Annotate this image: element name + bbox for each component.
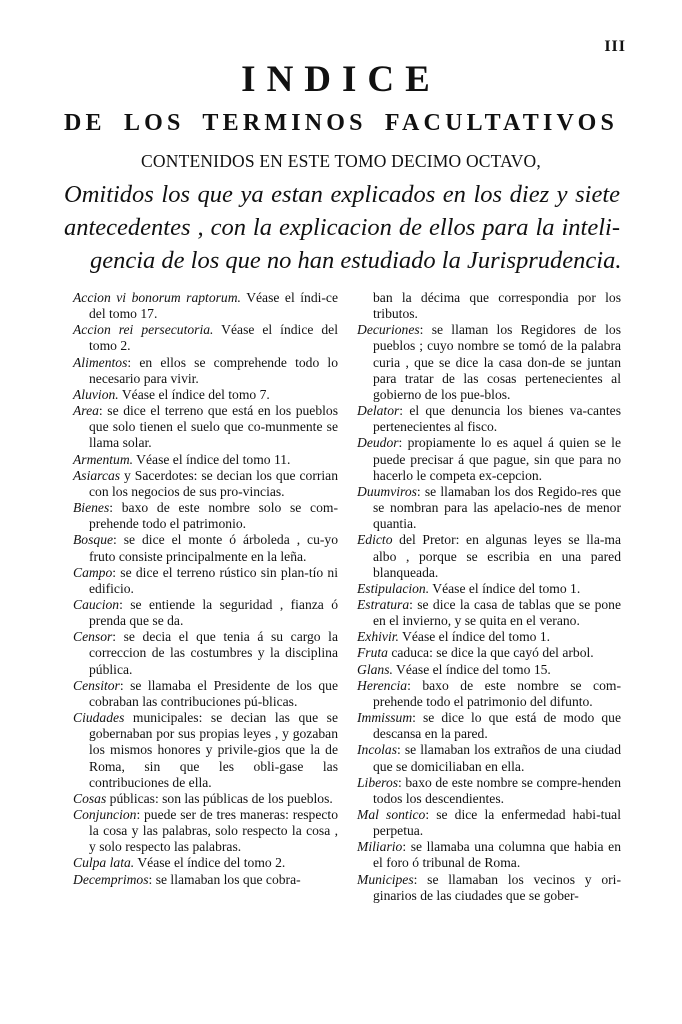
entry-text: : se entiende la seguridad , fianza ó prenda que se da.: [89, 596, 338, 629]
entry-text: : se decia el que tenia á su cargo la correccion de las costumbres y la disciplina pública.: [89, 629, 338, 677]
entry-text: : el que denuncia los bienes va-cantes pertenecientes al fisco.: [373, 403, 621, 435]
index-entry: [357, 322, 621, 403]
index-entry: [357, 629, 621, 645]
entry-text: ban la décima que correspondia por los tributos.: [373, 290, 621, 322]
index-entry: [357, 645, 621, 661]
intro-line: antecedentes , con la explicacion de ellos para la inteli-: [64, 214, 620, 241]
index-entry: [357, 775, 621, 807]
entry-term: Estipulacion.: [357, 580, 430, 596]
index-entry: [73, 791, 338, 807]
index-entry: [357, 807, 621, 839]
index-entry: [73, 355, 338, 387]
entry-term: Censor: [73, 629, 113, 645]
entry-text: del Pretor: en algunas leyes se lla-ma albo , porque se escribia en una pared blanqueada.: [373, 532, 621, 580]
entry-text: : puede ser de tres maneras: respecto la cosa y las palabras, solo respecto la cosa , y solo respecto las palabras.: [89, 807, 338, 855]
index-entry: [73, 387, 338, 403]
entry-term: Campo: [73, 564, 113, 580]
entry-term: Armentum.: [73, 451, 134, 467]
right-column: [357, 290, 621, 904]
entry-term: Ciudades: [73, 710, 125, 726]
entry-term: Caucion: [73, 596, 120, 612]
entry-text: : se llamaba una columna que habia en el foro ó tribunal de Roma.: [373, 839, 621, 871]
index-entry: [73, 565, 338, 597]
index-entry: [73, 403, 338, 451]
index-entry: [73, 500, 338, 532]
entry-text: municipales: se decian las que se gobernaban por sus propias leyes , y gozaban los mismos honores y privile-gios que la de Roma, sin que les obli-gase las contribuciones de ella.: [89, 710, 338, 790]
entry-text: Véase el índice del tomo 1.: [398, 629, 551, 645]
entry-text: : se dice la enfermedad habi-tual perpetua.: [373, 807, 621, 839]
entry-term: Edicto: [357, 532, 393, 548]
entry-term: Herencia: [357, 677, 408, 693]
index-entry: [357, 290, 621, 322]
entry-text: Véase el índice del tomo 11.: [133, 451, 291, 467]
index-entry: [73, 532, 338, 564]
index-entry: [357, 532, 621, 580]
entry-text: Véase el índice del tomo 2.: [89, 322, 338, 354]
index-entry: [73, 855, 338, 871]
entry-term: Incolas: [357, 742, 398, 758]
entry-term: Accion vi bonorum raptorum.: [73, 290, 241, 305]
entry-text: : se llaman los Regidores de los pueblos ; cuyo nombre se tomó de la palabra curia , que se dice la casa don-de se juntan para tratar de las cosas pertenecientes al gobierno de los pue-blos.: [373, 322, 621, 402]
entry-text: públicas: son las públicas de los pueblos.: [106, 790, 333, 806]
entry-term: Censitor: [73, 677, 120, 693]
entry-text: Véase el índi-ce del tomo 17.: [89, 290, 338, 322]
page-title: INDICE: [241, 59, 441, 100]
index-entry: [73, 629, 338, 677]
entry-term: Mal sontico: [357, 807, 426, 822]
entry-text: : se llamaban los que cobra-: [148, 871, 301, 887]
entry-term: Delator: [357, 403, 400, 419]
entry-text: : se llamaban los dos Regido-res que se nombran para las apelacio-nes de menor quantia.: [373, 483, 621, 532]
index-entry: [357, 484, 621, 532]
index-entry: [357, 662, 621, 678]
entry-text: Véase el índice del tomo 15.: [392, 661, 551, 677]
entry-term: Fruta: [357, 645, 388, 661]
index-entry: [73, 290, 338, 322]
index-entry: [357, 839, 621, 871]
index-entry: [73, 597, 338, 629]
entry-text: : se dice lo que está de modo que descansa en la pared.: [373, 710, 621, 742]
entry-text: Véase el índice del tomo 7.: [118, 386, 270, 402]
entry-text: : se dice la casa de tablas que se pone en el invierno, y se quita en el verano.: [373, 596, 621, 629]
entry-term: Aluvion.: [73, 386, 119, 402]
entry-term: Cosas: [73, 790, 107, 806]
index-entry: [357, 678, 621, 710]
entry-term: Decuriones: [357, 322, 420, 338]
index-entry: [73, 807, 338, 855]
index-entry: [357, 742, 621, 774]
entry-text: Véase el índice del tomo 2.: [134, 855, 286, 871]
index-entry: [73, 468, 338, 500]
entry-term: Alimentos: [73, 354, 128, 370]
index-entry: [73, 710, 338, 791]
entry-term: Accion rei persecutoria.: [73, 322, 214, 338]
entry-text: y Sacerdotes: se decian los que corrian con los negocios de sus pro-vincias.: [89, 467, 338, 499]
entry-term: Decemprimos: [73, 871, 149, 887]
index-entry: [357, 581, 621, 597]
entry-term: Estratura: [357, 596, 410, 612]
entry-term: Conjuncion: [73, 807, 137, 822]
index-entry: [357, 403, 621, 435]
entry-term: Bienes: [73, 500, 110, 516]
entry-text: : en ellos se comprehende todo lo necesario para vivir.: [89, 354, 338, 386]
entry-term: Liberos: [357, 774, 399, 790]
entry-term: Municipes: [357, 871, 414, 887]
entry-text: : baxo de este nombre solo se com-prehende todo el patrimonio.: [89, 500, 338, 532]
intro-paragraph: [64, 178, 620, 277]
entry-term: Culpa lata.: [73, 855, 135, 871]
entry-text: : se dice el terreno que está en los pueblos que solo tienen el suelo que co-munmente se llama solar.: [89, 403, 338, 451]
entry-text: : se llamaban los extraños de una ciudad que se domiciliaban en ella.: [373, 742, 621, 774]
index-entry: [73, 872, 338, 888]
entry-term: Asiarcas: [73, 467, 121, 483]
index-entry: [357, 710, 621, 742]
intro-line: gencia de los que no han estudiado la Jurisprudencia.: [90, 247, 622, 274]
left-column: [73, 290, 338, 888]
entry-term: Exhivir.: [357, 629, 399, 645]
index-entry: [357, 597, 621, 629]
index-entry: [73, 452, 338, 468]
subtitle-secondary: CONTENIDOS EN ESTE TOMO DECIMO OCTAVO,: [141, 151, 541, 171]
entry-text: Véase el índice del tomo 1.: [429, 580, 581, 596]
index-entry: [73, 322, 338, 354]
entry-text: : baxo de este nombre se com-prehende todo el patrimonio del difunto.: [373, 677, 621, 709]
entry-text: : se llamaba el Presidente de los que cobraban las contribuciones pú-blicas.: [89, 677, 338, 709]
entry-text: : propiamente lo es aquel á quien se le puede precisar á que pague, sin que para no hacerlo le competa ex-cepcion.: [373, 435, 621, 483]
subtitle: DE LOS TERMINOS FACULTATIVOS: [64, 110, 618, 136]
entry-text: : se llamaban los vecinos y ori-ginarios de las ciudades que se gober-: [373, 871, 621, 903]
entry-term: Duumviros: [357, 483, 417, 499]
entry-term: Glans.: [357, 661, 393, 677]
entry-text: caduca: se dice la que cayó del arbol.: [387, 645, 594, 661]
entry-text: : baxo de este nombre se compre-henden todos los descendientes.: [373, 774, 621, 806]
entry-text: : se dice el monte ó árboleda , cu-yo fruto consiste principalmente en la leña.: [89, 532, 338, 564]
index-entry: [73, 678, 338, 710]
entry-term: Miliario: [357, 839, 403, 855]
intro-line: Omitidos los que ya estan explicados en los diez y siete: [64, 181, 620, 208]
index-entry: [357, 872, 621, 904]
entry-term: Bosque: [73, 532, 114, 548]
entry-term: Immissum: [357, 710, 413, 726]
page-number: III: [604, 38, 626, 55]
entry-text: : se dice el terreno rústico sin plan-tío ni edificio.: [89, 564, 338, 596]
index-entry: [357, 435, 621, 483]
entry-term: Area: [73, 403, 99, 419]
entry-term: Deudor: [357, 435, 399, 451]
